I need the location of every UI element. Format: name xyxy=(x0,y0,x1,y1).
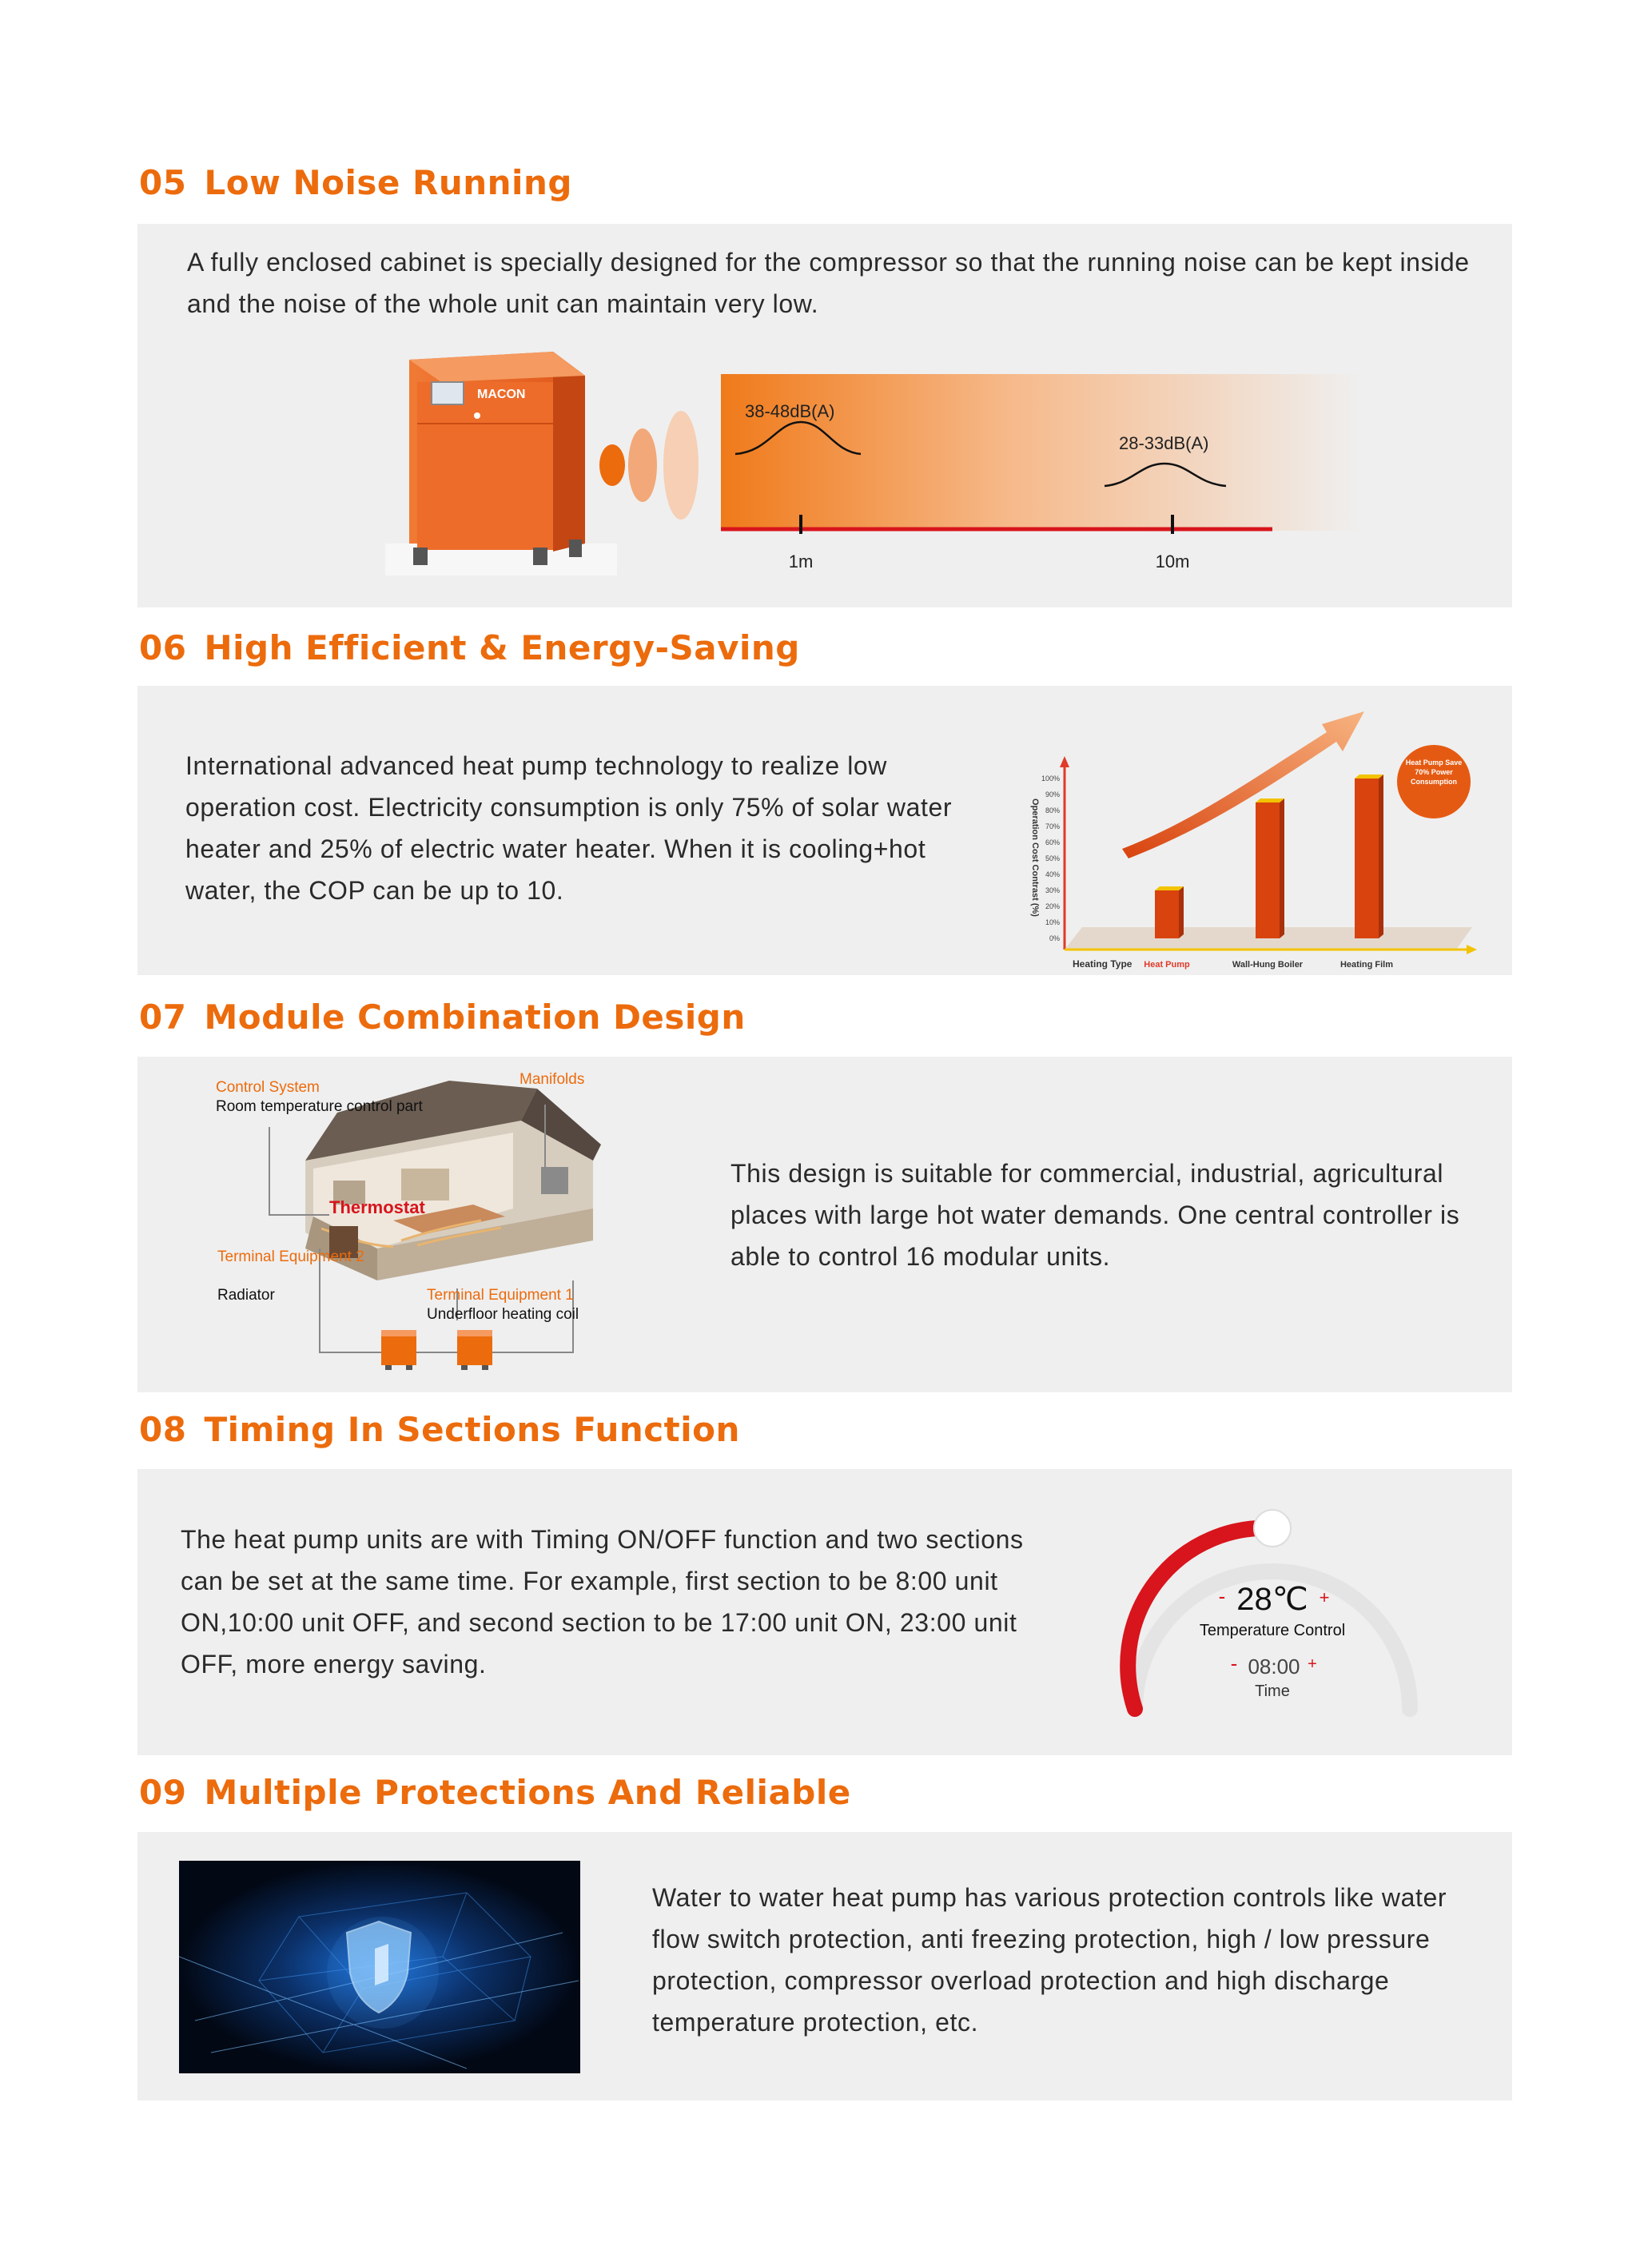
chart-category-label: Heat Pump xyxy=(1144,960,1190,970)
temp-plus-button[interactable]: + xyxy=(1319,1587,1330,1607)
chart-ytick-label: 70% xyxy=(1045,822,1060,830)
section-07-text: This design is suitable for commercial, industrial, agricultural places with large hot water demands. One central controller is able to control 16 modular units. xyxy=(730,1159,1460,1271)
chart-ytick-label: 50% xyxy=(1045,854,1060,862)
brand-label: MACON xyxy=(477,388,526,401)
savings-badge-text: Heat Pump Save 70% Power Consumption xyxy=(1405,759,1463,786)
chart-bar xyxy=(1256,798,1284,938)
chart-category-label: Heating Film xyxy=(1340,960,1394,970)
sound-wave-icon xyxy=(599,444,625,486)
chart-xlabel: Heating Type xyxy=(1073,958,1133,970)
label-manifolds: Manifolds xyxy=(519,1071,585,1088)
dial-knob[interactable] xyxy=(1254,1510,1291,1547)
modular-unit-icon-2 xyxy=(457,1330,492,1370)
section-09-panel xyxy=(137,1832,1512,2101)
section-06-title: 06 High Efficient & Energy-Saving xyxy=(139,628,800,667)
label-thermostat: Thermostat xyxy=(329,1197,425,1217)
growth-arrow-icon xyxy=(1122,711,1364,858)
sound-wave-icon-3 xyxy=(663,411,699,520)
modular-unit-icon-1 xyxy=(381,1330,416,1370)
noise-near-label: 38-48dB(A) xyxy=(745,401,835,421)
temperature-label: Temperature Control xyxy=(1199,1622,1346,1639)
distance-near-label: 1m xyxy=(788,552,814,571)
chart-ytick-label: 0% xyxy=(1049,934,1060,942)
chart-ytick-label: 90% xyxy=(1045,790,1060,798)
section-05-text: A fully enclosed cabinet is specially designed for the compressor so that the running noise can be kept inside and the noise of the whole unit can maintain very low. xyxy=(187,248,1470,318)
sound-wave-icon-2 xyxy=(628,428,657,502)
section-08-text: The heat pump units are with Timing ON/OFF function and two sections can be set at the same time. For example, first section to be 8:00 unit ON,10:00 unit OFF, and second section to be 17:00 unit ON, 23:00 unit OFF, more energy saving. xyxy=(181,1525,1024,1679)
label-room-control: Room temperature control part xyxy=(216,1098,423,1115)
section-07-panel xyxy=(137,1057,1512,1392)
dial-progress xyxy=(1128,1528,1272,1709)
chart-ytick-label: 30% xyxy=(1045,886,1060,894)
chart-ytick-label: 60% xyxy=(1045,838,1060,846)
temperature-value: 28℃ xyxy=(1236,1582,1308,1617)
section-05-title: 05 Low Noise Running xyxy=(139,163,572,202)
chart-bar xyxy=(1155,886,1184,938)
label-radiator: Radiator xyxy=(217,1287,275,1304)
section-07-title: 07 Module Combination Design xyxy=(139,998,746,1037)
label-terminal1: Terminal Equipment 1 xyxy=(427,1287,574,1304)
section-06-panel xyxy=(137,686,1512,975)
temperature-dial xyxy=(1113,1469,1432,1755)
chart-bar xyxy=(1355,775,1383,938)
heat-pump-unit-image xyxy=(409,352,585,565)
chart-ytick-label: 40% xyxy=(1045,870,1060,878)
noise-illustration xyxy=(137,224,1512,607)
label-underfloor: Underfloor heating coil xyxy=(427,1306,579,1323)
temp-minus-button[interactable]: - xyxy=(1218,1584,1226,1608)
label-terminal2: Terminal Equipment 2 xyxy=(217,1248,364,1265)
section-08-title: 08 Timing In Sections Function xyxy=(139,1410,740,1449)
distance-far-label: 10m xyxy=(1155,552,1190,571)
time-plus-button[interactable]: + xyxy=(1308,1655,1317,1673)
section-09-text: Water to water heat pump has various protection controls like water flow switch protection, anti freezing protection, high / low pressure protection, compressor overload protection and high discharge temperature protection, etc. xyxy=(652,1883,1447,2037)
chart-ylabel: Operation Cost Contrast (%) xyxy=(1030,798,1040,917)
section-09-title: 09 Multiple Protections And Reliable xyxy=(139,1773,851,1812)
time-minus-button[interactable]: - xyxy=(1230,1651,1238,1675)
time-value: 08:00 xyxy=(1248,1655,1300,1679)
security-shield-image xyxy=(179,1861,580,2073)
module-system-diagram xyxy=(137,1057,649,1392)
label-control-system: Control System xyxy=(216,1079,320,1096)
chart-category-label: Wall-Hung Boiler xyxy=(1232,960,1304,970)
time-label: Time xyxy=(1255,1682,1290,1700)
operation-cost-chart xyxy=(1009,694,1504,974)
noise-far-label: 28-33dB(A) xyxy=(1119,433,1209,453)
chart-ytick-label: 10% xyxy=(1045,918,1060,926)
chart-ytick-label: 20% xyxy=(1045,902,1060,910)
chart-ytick-label: 80% xyxy=(1045,806,1060,814)
noise-gradient-band xyxy=(721,374,1360,531)
section-06-text: International advanced heat pump technology to realize low operation cost. Electricity consumption is only 75% of solar water heater and 25% of electric water heater. When it is cooling+hot water, the COP can be up to 10. xyxy=(185,751,953,905)
chart-ytick-label: 100% xyxy=(1041,775,1060,783)
section-08-panel xyxy=(137,1469,1512,1755)
section-05-panel xyxy=(137,224,1512,607)
